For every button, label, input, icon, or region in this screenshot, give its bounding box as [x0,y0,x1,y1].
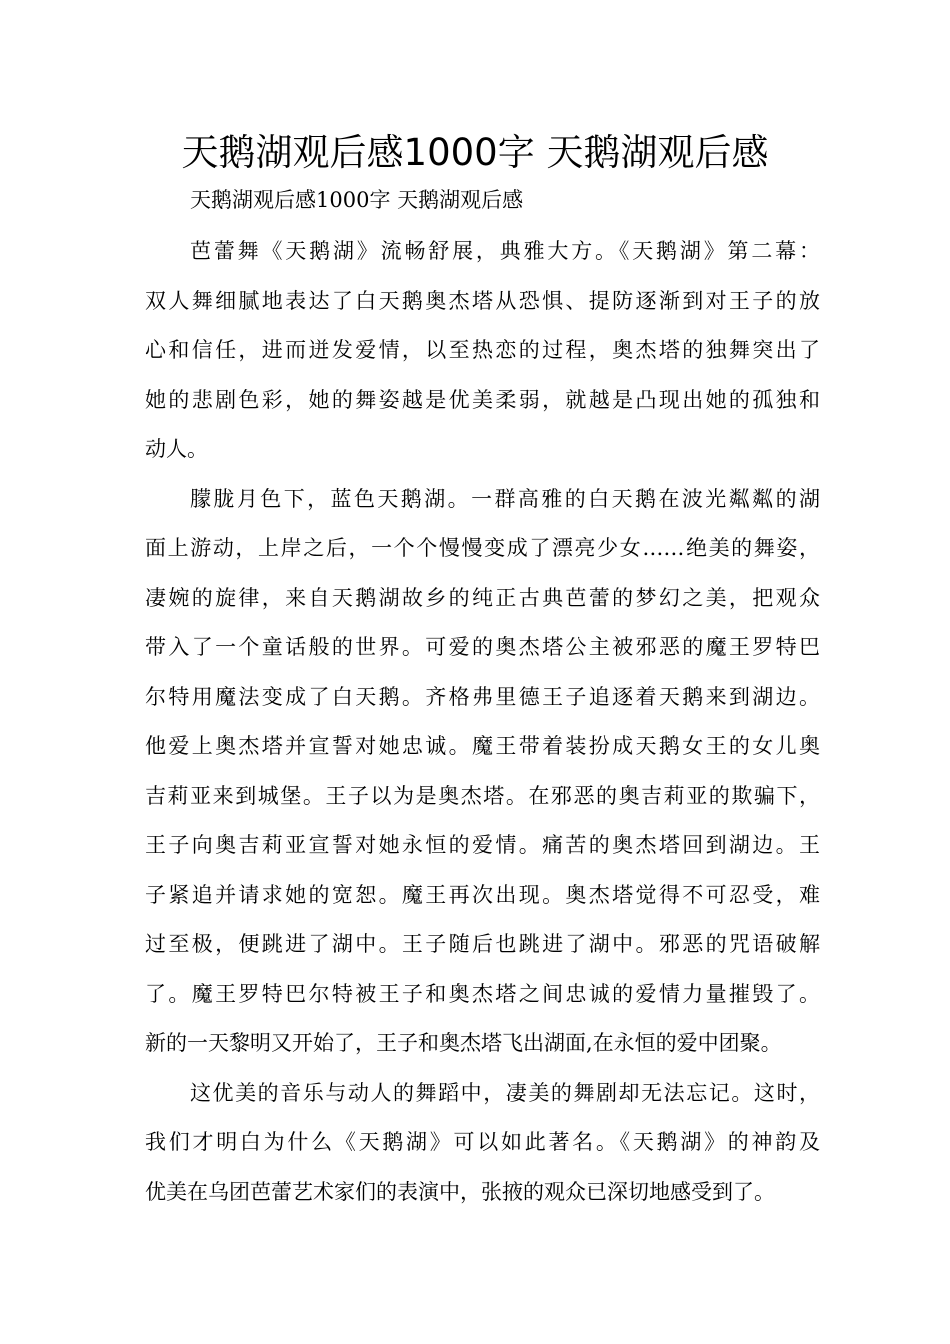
paragraph-line: 她的悲剧色彩，她的舞姿越是优美柔弱，就越是凸现出她的孤独和 [145,387,820,412]
paragraph-line: 带入了一个童话般的世界。可爱的奥杰塔公主被邪恶的魔王罗特巴 [145,635,820,659]
paragraph-line: 子紧追并请求她的宽恕。魔王再次出现。奥杰塔觉得不可忍受，难 [145,882,820,907]
body-paragraph [145,482,820,1076]
body-paragraph [145,234,820,482]
body-paragraph [145,1076,820,1225]
paragraph-line: 新的一天黎明又开始了，王子和奥杰塔飞出湖面,在永恒的爱中团聚。 [145,1031,782,1055]
paragraph-line: 朦胧月色下，蓝色天鹅湖。一群高雅的白天鹅在波光粼粼的湖 [190,486,820,511]
paragraph-line: 芭蕾舞《天鹅湖》流畅舒展，典雅大方。《天鹅湖》第二幕： [190,239,820,263]
document-subtitle: 天鹅湖观后感1000字 天鹅湖观后感 [190,188,524,212]
paragraph-line: 吉莉亚来到城堡。王子以为是奥杰塔。在邪恶的奥吉莉亚的欺骗下， [145,783,820,808]
paragraph-line: 优美在乌团芭蕾艺术家们的表演中，张掖的观众已深切地感受到了。 [145,1179,775,1204]
paragraph-line: 我们才明白为什么《天鹅湖》可以如此著名。《天鹅湖》的神韵及 [145,1130,820,1154]
paragraph-line: 动人。 [145,437,208,461]
paragraph-line: 王子向奥吉莉亚宣誓对她永恒的爱情。痛苦的奥杰塔回到湖边。王 [145,833,820,857]
paragraph-line: 心和信任，进而迸发爱情，以至热恋的过程，奥杰塔的独舞突出了 [145,338,820,362]
paragraph-line: 尔特用魔法变成了白天鹅。齐格弗里德王子追逐着天鹅来到湖边。 [145,684,820,709]
paragraph-line: 了。魔王罗特巴尔特被王子和奥杰塔之间忠诚的爱情力量摧毁了。 [145,981,820,1006]
paragraph-line: 过至极，便跳进了湖中。王子随后也跳进了湖中。邪恶的咒语破解 [145,932,820,956]
paragraph-line: 这优美的音乐与动人的舞蹈中，凄美的舞剧却无法忘记。这时， [190,1080,820,1105]
paragraph-line: 面上游动，上岸之后，一个个慢慢变成了漂亮少女……绝美的舞姿， [145,536,820,560]
paragraph-line: 他爱上奥杰塔并宣誓对她忠诚。魔王带着装扮成天鹅女王的女儿奥 [145,734,820,758]
document-body [145,234,820,1224]
document-title: 天鹅湖观后感1000字 天鹅湖观后感 [181,131,769,174]
paragraph-line: 双人舞细腻地表达了白天鹅奥杰塔从恐惧、提防逐渐到对王子的放 [145,288,820,313]
paragraph-line: 凄婉的旋律，来自天鹅湖故乡的纯正古典芭蕾的梦幻之美，把观众 [145,585,820,610]
